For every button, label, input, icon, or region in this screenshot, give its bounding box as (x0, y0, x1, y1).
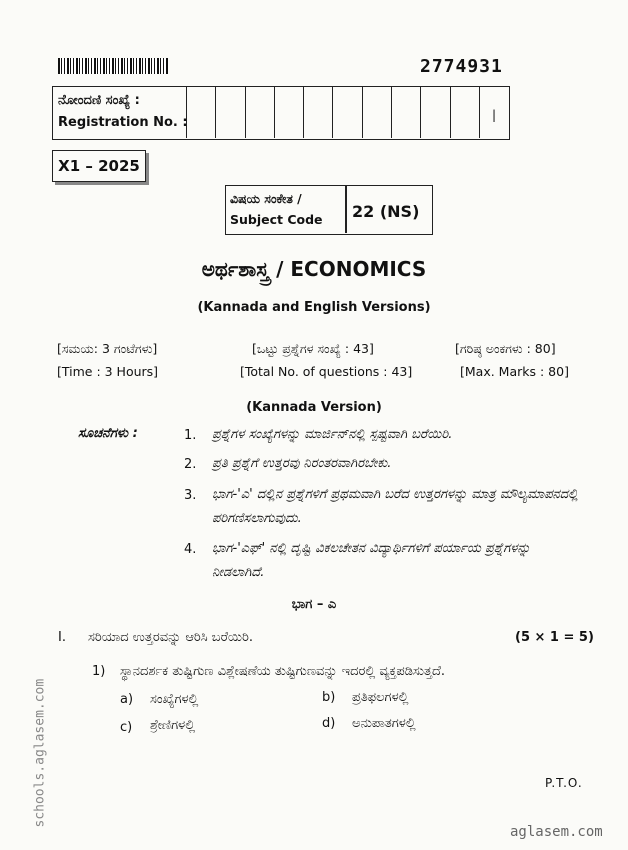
option-label: b) (322, 690, 336, 705)
serial-number: 2774931 (420, 56, 503, 77)
registration-cell (450, 86, 479, 138)
instruction-text: ಭಾಗ-'ಎಫ್' ನಲ್ಲಿ ದೃಷ್ಟಿ ವಿಕಲಚೇತನ ವಿದ್ಯಾರ್ಥಿಗಳಿಗೆ ಪರ್ಯಾಯ ಪ್ರಶ್ನೆಗಳನ್ನು ನೀಡಲಾಗಿದೆ. (212, 541, 531, 580)
barcode (58, 58, 168, 74)
question-text: ಸ್ಥಾನದರ್ಶಕ ತುಷ್ಟಿಗುಣ ವಿಶ್ಲೇಷಣೆಯ ತುಷ್ಟಿಗುಣವನ್ನು ಇದರಲ್ಲಿ ವ್ಯಕ್ತಪಡಿಸುತ್ತದೆ. (120, 664, 446, 679)
instruction-number: 2. (184, 457, 197, 472)
instruction-text: ಪ್ರತಿ ಪ್ರಶ್ನೆಗೆ ಉತ್ತರವು ನಿರಂತರವಾಗಿರಬೇಕು. (212, 456, 392, 471)
questions-kannada: [ಒಟ್ಟು ಪ್ರಶ್ನೆಗಳ ಸಂಖ್ಯೆ : 43] (252, 341, 374, 356)
option-label: d) (322, 716, 336, 731)
option-text: ಅನುಪಾತಗಳಲ್ಲಿ (352, 716, 416, 731)
subject-code-label (230, 188, 323, 230)
registration-cell (332, 86, 361, 138)
section-number: I. (58, 630, 66, 645)
watermark-right: aglasem.com (510, 824, 603, 840)
time-english: [Time : 3 Hours] (57, 364, 159, 379)
option-label: a) (120, 692, 134, 707)
instruction-number: 4. (184, 542, 197, 557)
paper-title: ಅರ್ಥಶಾಸ್ತ್ರ / ECONOMICS (201, 257, 427, 281)
time-kannada: [ಸಮಯ: 3 ಗಂಟೆಗಳು] (57, 341, 158, 356)
registration-cell (420, 86, 449, 138)
registration-cells (186, 86, 508, 138)
registration-label (58, 90, 188, 134)
instruction-number: 3. (184, 488, 197, 503)
section-instruction: ಸರಿಯಾದ ಉತ್ತರವನ್ನು ಆರಿಸಿ ಬರೆಯಿರಿ. (88, 630, 253, 645)
instructions-heading: ಸೂಚನೆಗಳು : (78, 426, 138, 441)
marks-kannada: [ಗರಿಷ್ಠ ಅಂಕಗಳು : 80] (455, 341, 556, 356)
registration-label-english: Registration No. : (58, 115, 188, 130)
subject-code-label-kannada: ವಿಷಯ ಸಂಕೇತ / (230, 191, 302, 206)
registration-cell (215, 86, 244, 138)
registration-cell (245, 86, 274, 138)
part-heading: ಭಾಗ – ಎ (291, 597, 337, 612)
registration-cell (274, 86, 303, 138)
section-marks: (5 × 1 = 5) (515, 630, 594, 645)
registration-cell (186, 86, 215, 138)
subject-code-label-english: Subject Code (230, 212, 323, 227)
option-text: ಶ್ರೇಣಿಗಳಲ್ಲಿ (150, 718, 196, 733)
option-label: c) (120, 720, 133, 735)
option-text: ಸಂಖ್ಯೆಗಳಲ್ಲಿ (150, 692, 199, 707)
questions-english: [Total No. of questions : 43] (240, 364, 413, 379)
kannada-version-heading: (Kannada Version) (246, 400, 382, 415)
instruction-text: ಭಾಗ-'ಎ' ದಲ್ಲಿನ ಪ್ರಶ್ನೆಗಳಿಗೆ ಪ್ರಥಮವಾಗಿ ಬರೆದ ಉತ್ತರಗಳನ್ನು ಮಾತ್ರ ಮೌಲ್ಯಮಾಪನದಲ್ಲಿ ಪರಿಗಣಿಸಲಾಗುವುದು. (212, 487, 579, 526)
subject-code-divider (345, 185, 347, 233)
page-turn-note: P.T.O. (545, 776, 583, 790)
registration-cell (303, 86, 332, 138)
marks-english: [Max. Marks : 80] (460, 364, 569, 379)
paper-code-box: X1 – 2025 (52, 150, 146, 182)
instruction-number: 1. (184, 428, 197, 443)
instruction-text: ಪ್ರಶ್ನೆಗಳ ಸಂಖ್ಯೆಗಳನ್ನು ಮಾರ್ಜಿನ್‌ನಲ್ಲಿ ಸ್ಪಷ್ಟವಾಗಿ ಬರೆಯಿರಿ. (212, 427, 453, 442)
registration-label-kannada: ನೋಂದಣಿ ಸಂಖ್ಯೆ : (58, 93, 140, 108)
subject-code-value: 22 (NS) (352, 202, 420, 221)
option-text: ಪ್ರತಿಫಲಗಳಲ್ಲಿ (352, 690, 409, 705)
registration-cell (362, 86, 391, 138)
registration-cell (391, 86, 420, 138)
watermark-left: schools.aglasem.com (32, 678, 48, 828)
registration-mark: | (492, 108, 497, 122)
question-number: 1) (92, 664, 106, 679)
paper-versions: (Kannada and English Versions) (197, 300, 431, 315)
